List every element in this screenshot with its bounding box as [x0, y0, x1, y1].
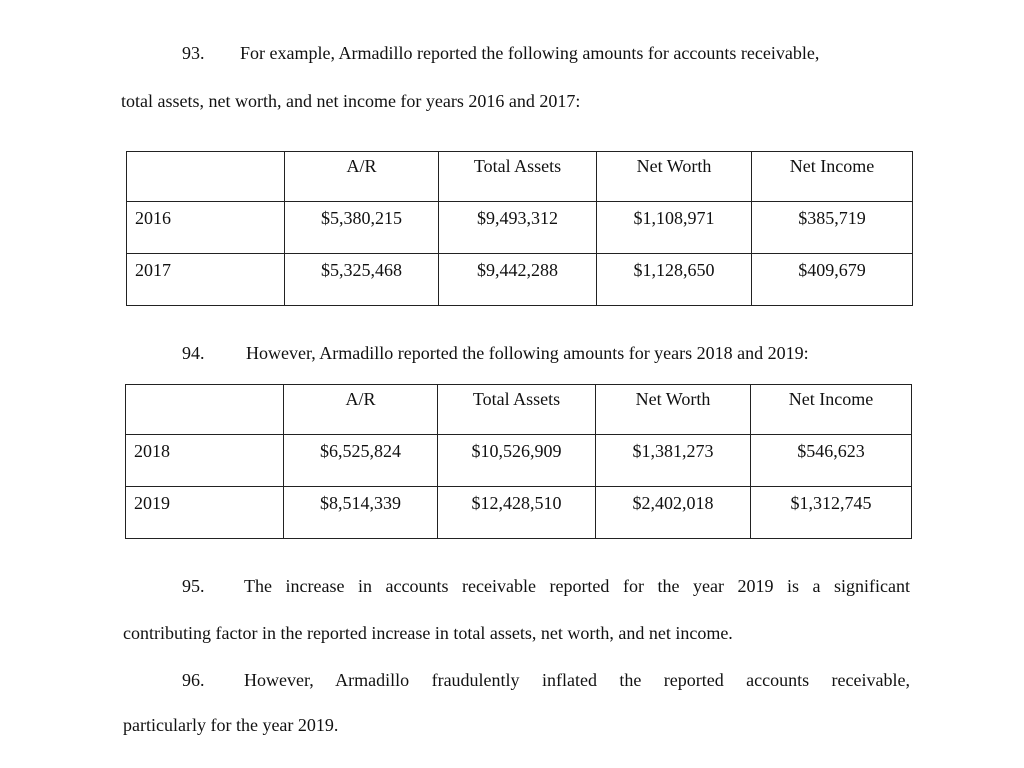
table-row — [127, 254, 913, 306]
paragraph-text: For example, Armadillo reported the following amounts for accounts receivable, — [240, 43, 820, 63]
table-row — [126, 435, 912, 487]
ar-cell: $5,325,468 — [285, 254, 439, 306]
paragraph-text: However, Armadillo fraudulently inflated the reported accounts receivable, — [244, 670, 910, 690]
table-row — [126, 487, 912, 539]
table-header-row — [127, 152, 913, 202]
header-total-assets: Total Assets — [438, 385, 596, 435]
paragraph-93-first-line — [182, 42, 819, 64]
total-assets-cell: $9,493,312 — [439, 202, 597, 254]
paragraph-96-continuation: particularly for the year 2019. — [123, 715, 339, 735]
year-cell: 2016 — [127, 202, 285, 254]
net-income-cell: $385,719 — [752, 202, 913, 254]
total-assets-cell: $9,442,288 — [439, 254, 597, 306]
paragraph-number: 95. — [182, 576, 205, 596]
ar-cell: $8,514,339 — [284, 487, 438, 539]
net-worth-cell: $2,402,018 — [596, 487, 751, 539]
header-blank — [126, 385, 284, 435]
net-income-cell: $409,679 — [752, 254, 913, 306]
paragraph-95-first-line — [182, 575, 910, 597]
ar-cell: $6,525,824 — [284, 435, 438, 487]
total-assets-cell: $10,526,909 — [438, 435, 596, 487]
paragraph-number: 96. — [182, 670, 205, 690]
header-net-income: Net Income — [752, 152, 913, 202]
financials-table-2018-2019 — [125, 384, 912, 539]
year-cell: 2018 — [126, 435, 284, 487]
header-net-worth: Net Worth — [596, 385, 751, 435]
paragraph-96-first-line — [182, 669, 910, 691]
paragraph-text: However, Armadillo reported the following amounts for years 2018 and 2019: — [246, 343, 809, 363]
paragraph-95-continuation: contributing factor in the reported increase in total assets, net worth, and net income. — [123, 623, 733, 643]
net-income-cell: $546,623 — [751, 435, 912, 487]
year-cell: 2019 — [126, 487, 284, 539]
header-ar: A/R — [285, 152, 439, 202]
net-income-cell: $1,312,745 — [751, 487, 912, 539]
header-blank — [127, 152, 285, 202]
table-row — [127, 202, 913, 254]
financials-table-2016-2017 — [126, 151, 913, 306]
net-worth-cell: $1,108,971 — [597, 202, 752, 254]
net-worth-cell: $1,381,273 — [596, 435, 751, 487]
header-net-income: Net Income — [751, 385, 912, 435]
total-assets-cell: $12,428,510 — [438, 487, 596, 539]
table-header-row — [126, 385, 912, 435]
header-ar: A/R — [284, 385, 438, 435]
net-worth-cell: $1,128,650 — [597, 254, 752, 306]
year-cell: 2017 — [127, 254, 285, 306]
paragraph-93-continuation: total assets, net worth, and net income for years 2016 and 2017: — [121, 91, 581, 111]
header-net-worth: Net Worth — [597, 152, 752, 202]
ar-cell: $5,380,215 — [285, 202, 439, 254]
paragraph-text: The increase in accounts receivable reported for the year 2019 is a significant — [244, 576, 910, 596]
paragraph-number: 93. — [182, 43, 205, 63]
header-total-assets: Total Assets — [439, 152, 597, 202]
paragraph-number: 94. — [182, 343, 205, 363]
paragraph-94 — [182, 342, 809, 364]
